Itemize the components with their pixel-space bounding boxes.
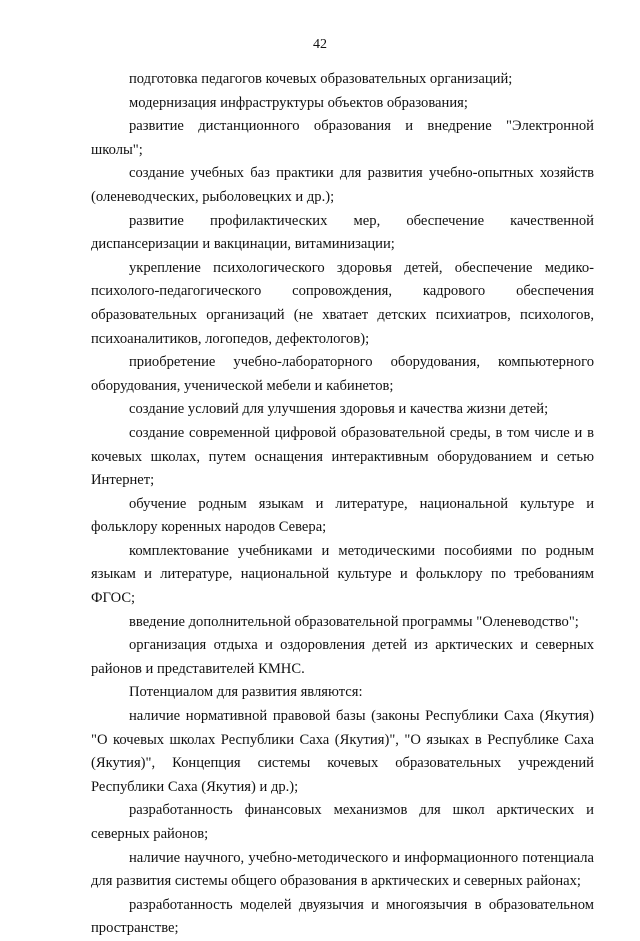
paragraph-10: обучение родным языкам и литературе, национальной культуре и фольклору коренных народов Севера; xyxy=(91,495,594,536)
paragraph-1: подготовка педагогов кочевых образовательных организаций; xyxy=(129,71,513,87)
paragraph-7: приобретение учебно-лабораторного оборудования, компьютерного оборудования, ученической мебели и кабинетов; xyxy=(91,354,594,394)
paragraph-13: организация отдыха и оздоровления детей из арктических и северных районов и представителей КМНС. xyxy=(91,637,594,677)
paragraph-4: создание учебных баз практики для развития учебно-опытных хозяйств (оленеводческих, рыболовецких и др.); xyxy=(91,165,594,205)
paragraph-15: наличие нормативной правовой базы (законы Республики Саха (Якутия) "О кочевых школах Республики Саха (Якутия)", "О языках в Республике Саха (Якутия)", Концепция системы кочевых образовательных учреждений Республики Саха (Якутия) и др.); xyxy=(91,708,594,795)
paragraph-18: разработанность моделей двуязычия и многоязычия в образовательном пространстве; xyxy=(91,896,594,937)
paragraph-2: модернизация инфраструктуры объектов образования; xyxy=(129,94,468,111)
paragraph-9: создание современной цифровой образовательной среды, в том числе и в кочевых школах, путем оснащения интерактивным оборудованием и сетью Интернет; xyxy=(91,424,594,489)
paragraph-11: комплектование учебниками и методическими пособиями по родным языкам и литературе, национальной культуре и фольклору по требованиям ФГОС; xyxy=(91,542,594,607)
paragraph-6: укрепление психологического здоровья детей, обеспечение медико-психолого-педагогического сопровождения, кадрового обеспечения образовательных организаций (не хватает детских психиатров, психологов, психоаналитиков, логопедов, дефектологов); xyxy=(91,259,594,347)
body-text xyxy=(91,68,594,941)
paragraph-14: Потенциалом для развития являются: xyxy=(129,684,363,701)
paragraph-8: создание условий для улучшения здоровья и качества жизни детей; xyxy=(129,401,549,418)
paragraph-12: введение дополнительной образовательной программы "Оленеводство"; xyxy=(129,613,579,630)
paragraph-16: разработанность финансовых механизмов для школ арктических и северных районов; xyxy=(91,802,594,842)
paragraph-17: наличие научного, учебно-методического и информационного потенциала для развития системы общего образования в арктических и северных районах; xyxy=(91,849,594,890)
paragraph-5: развитие профилактических мер, обеспечение качественной диспансеризации и вакцинации, витаминизации; xyxy=(91,212,594,253)
page-number: 42 xyxy=(313,37,327,52)
paragraph-3: развитие дистанционного образования и внедрение "Электронной школы"; xyxy=(91,118,594,158)
